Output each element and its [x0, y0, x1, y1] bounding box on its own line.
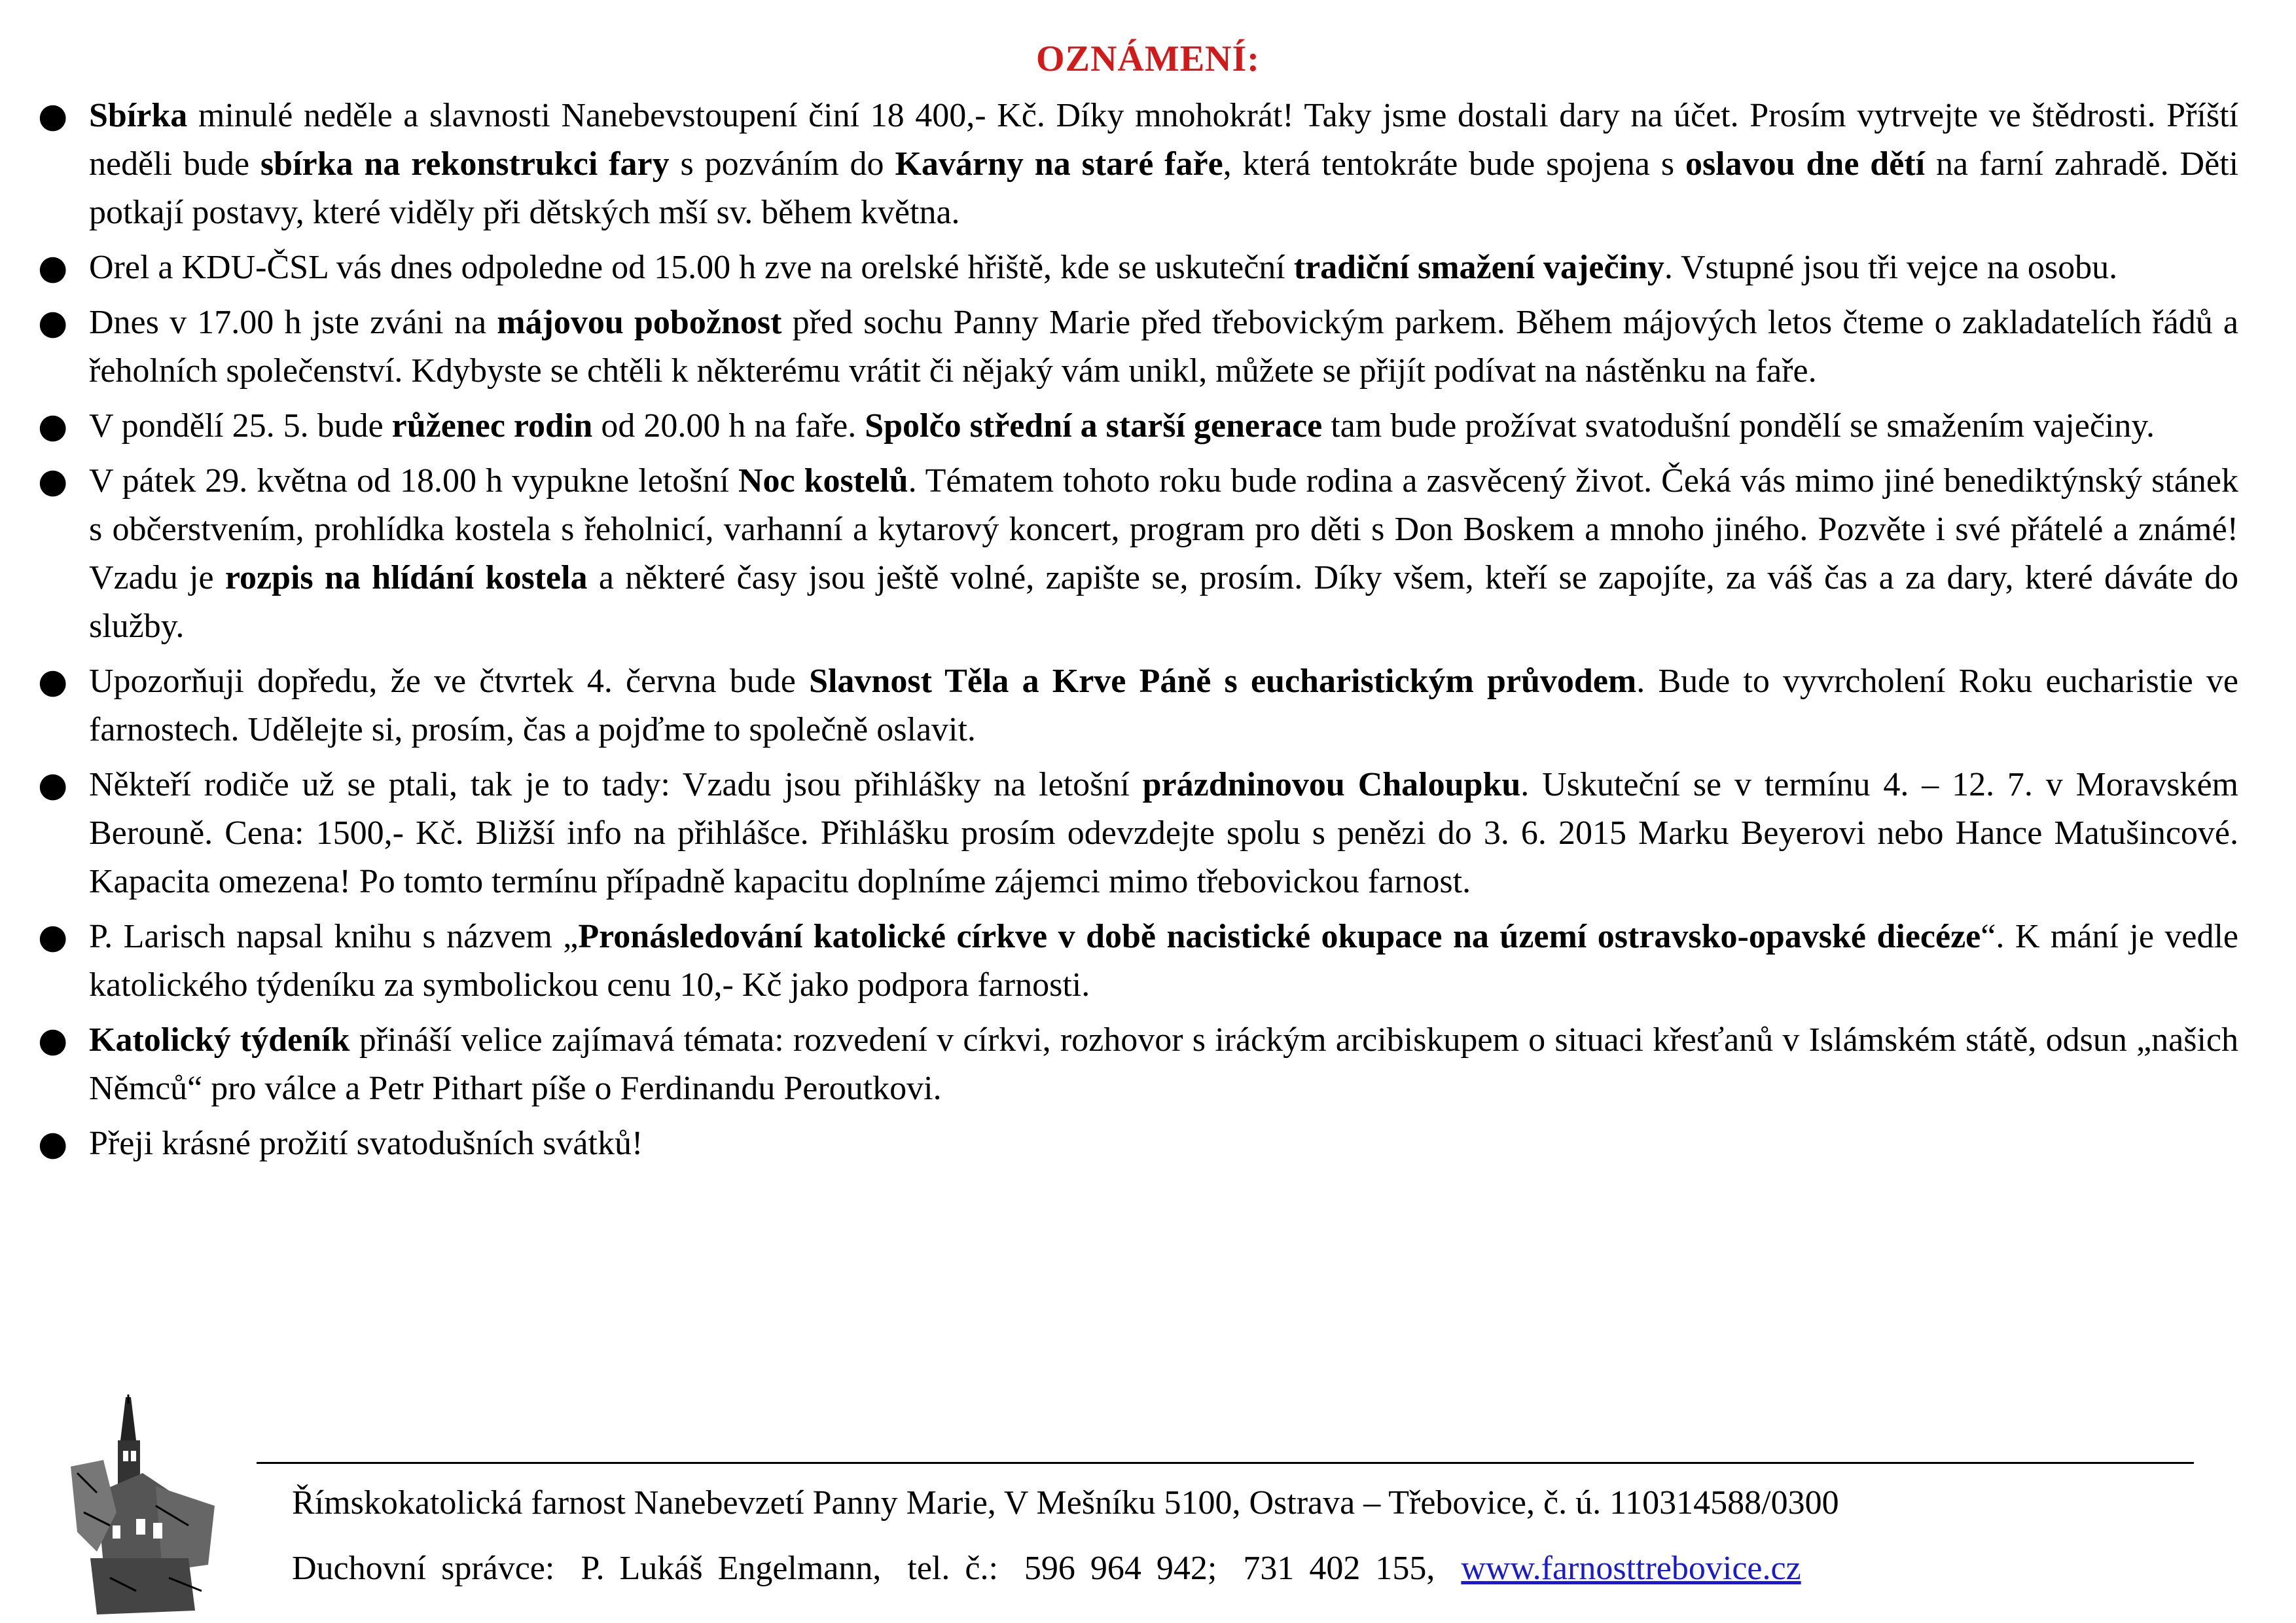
- website-link[interactable]: www.farnosttrebovice.cz: [1461, 1550, 1801, 1587]
- announcement-item: [38, 402, 2238, 450]
- announcement-text: P. Larisch napsal knihu s názvem „: [89, 918, 579, 955]
- bullet-dot-icon: ●: [38, 1021, 68, 1060]
- announcement-text: od 20.00 h na faře.: [592, 407, 865, 445]
- announcement-highlight: Sbírka: [89, 97, 188, 134]
- announcement-highlight: rozpis na hlídání kostela: [224, 559, 588, 596]
- announcement-item: [38, 457, 2238, 651]
- announcement-text: před sochu Panny Marie před třebovickým parkem. Během májových letos čteme o zakladatelích řádů a řeholních společenství. Kdybyste se chtěli k některému vrátit či nějaký vám unikl, můžete se přijít podívat na nástěnku na faře.: [89, 304, 2238, 390]
- announcement-highlight: májovou pobožnost: [497, 304, 782, 341]
- page-title: OZNÁMENÍ:: [1036, 39, 1260, 79]
- announcement-item: [38, 244, 2238, 292]
- announcement-highlight: Kavárny na staré faře: [895, 145, 1223, 183]
- announcement-highlight: tradiční smažení vaječiny: [1293, 249, 1664, 286]
- bullet-dot-icon: ●: [38, 662, 68, 701]
- announcement-text: . Vstupné jsou tři vejce na osobu.: [1664, 249, 2118, 286]
- announcement-item: [38, 1120, 2238, 1168]
- announcement-text: . Uskuteční se v termínu 4. – 12. 7. v Moravském Berouně. Cena: 1500,- Kč. Bližší info na přihlášce. Přihlášku prosím odevzdejte spolu s penězi do 3. 6. 2015 Marku Beyerovi nebo Hance Matušincové. Kapacita omezena! Po tomto termínu případně kapacitu doplníme zájemci mimo třebovickou farnost.: [89, 766, 2238, 900]
- announcement-text: “. K mání je vedle katolického týdeníku za symbolickou cenu 10,- Kč jako podpora farnosti.: [89, 918, 2239, 1004]
- church-logo-icon: [58, 1395, 228, 1617]
- announcement-highlight: Slavnost Těla a Krve Páně s eucharistickým průvodem: [809, 663, 1637, 700]
- announcement-text: . Bude to vyvrcholení Roku eucharistie ve farnostech. Udělejte si, prosím, čas a pojďme to společně oslavit.: [89, 663, 2238, 748]
- announcement-text: Dnes v 17.00 h jste zváni na: [89, 304, 497, 341]
- announcement-text: V pátek 29. května od 18.00 h vypukne letošní: [89, 462, 738, 500]
- announcement-text: Někteří rodiče už se ptali, tak je to tady: Vzadu jsou přihlášky na letošní: [89, 766, 1143, 803]
- announcement-text: V pondělí 25. 5. bude: [89, 407, 392, 445]
- bullet-dot-icon: ●: [38, 248, 68, 287]
- announcement-text: Upozorňuji dopředu, že ve čtvrtek 4. června bude: [89, 663, 810, 700]
- bullet-dot-icon: ●: [38, 917, 68, 957]
- announcement-highlight: Noc kostelů: [738, 462, 908, 500]
- bullet-dot-icon: ●: [38, 1124, 68, 1163]
- bullet-dot-icon: ●: [38, 303, 68, 342]
- announcement-text: s pozváním do: [669, 145, 895, 183]
- announcement-text: . Tématem tohoto roku bude rodina a zasvěcený život. Čeká vás mimo jiné benediktýnský stánek s občerstvením, prohlídka kostela s řeholnicí, varhanní a kytarový koncert, program pro děti s Don Boskem a mnoho jiného. Pozvěte i své přátelé a známé! Vzadu je: [89, 462, 2238, 596]
- announcement-item: [38, 913, 2239, 1010]
- announcement-text: , která tentokráte bude spojena s: [1223, 145, 1685, 183]
- announcement-text: Orel a KDU-ČSL vás dnes odpoledne od 15.00 h zve na orelské hřiště, kde se uskuteční: [89, 249, 1294, 286]
- announcement-highlight: Spolčo střední a starší generace: [865, 407, 1323, 445]
- announcement-item: [38, 1016, 2239, 1113]
- announcement-highlight: prázdninovou Chaloupku: [1142, 766, 1521, 803]
- announcement-text: Přeji krásné prožití svatodušních svátků!: [89, 1125, 643, 1162]
- announcement-text: minulé neděle a slavnosti Nanebevstoupení činí 18 400,- Kč. Díky mnohokrát! Taky jsme dostali dary na účet. Prosím vytrvejte ve štědrosti. Příští neděli bude: [89, 97, 2238, 183]
- bullet-dot-icon: ●: [38, 462, 68, 501]
- announcement-item: [38, 657, 2238, 754]
- bullet-dot-icon: ●: [38, 407, 68, 446]
- footer-contact: [292, 1549, 1801, 1588]
- announcement-text: na farní zahradě. Děti potkají postavy, které viděly při dětských mší sv. během května.: [89, 145, 2239, 231]
- tel-number-1: 596 964 942;: [1024, 1550, 1217, 1587]
- announcement-item: [38, 761, 2238, 906]
- spravce-label: Duchovní správce:: [292, 1550, 555, 1587]
- announcement-highlight: oslavou dne dětí: [1685, 145, 1926, 183]
- footer-divider: [257, 1462, 2194, 1464]
- spravce-name: P. Lukáš Engelmann,: [581, 1550, 882, 1587]
- announcement-highlight: sbírka na rekonstrukci fary: [260, 145, 670, 183]
- announcement-list: [0, 92, 2296, 1175]
- tel-number-2: 731 402 155,: [1243, 1550, 1435, 1587]
- announcement-highlight: růženec rodin: [391, 407, 593, 445]
- announcement-highlight: Katolický týdeník: [89, 1021, 350, 1059]
- footer-address: Římskokatolická farnost Nanebevzetí Panny Marie, V Mešníku 5100, Ostrava – Třebovice, č. ú. 110314588/0300: [292, 1484, 1839, 1522]
- announcement-text: tam bude prožívat svatodušní pondělí se smažením vaječiny.: [1322, 407, 2155, 445]
- announcement-item: [38, 92, 2239, 237]
- bullet-dot-icon: ●: [38, 96, 68, 136]
- announcement-highlight: Pronásledování katolické církve v době nacistické okupace na území ostravsko-opavské diecéze: [578, 918, 1981, 955]
- bullet-dot-icon: ●: [38, 765, 68, 805]
- announcement-text: přináší velice zajímavá témata: rozvedení v církvi, rozhovor s iráckým arcibiskupem o situaci křesťanů v Islámském státě, odsun „našich Němců“ pro válce a Petr Pithart píše o Ferdinandu Peroutkovi.: [89, 1021, 2239, 1107]
- tel-label: tel. č.:: [907, 1550, 998, 1587]
- announcement-item: [38, 299, 2238, 395]
- announcement-text: a některé časy jsou ještě volné, zapište se, prosím. Díky všem, kteří se zapojíte, za váš čas a za dary, které dáváte do služby.: [89, 559, 2238, 645]
